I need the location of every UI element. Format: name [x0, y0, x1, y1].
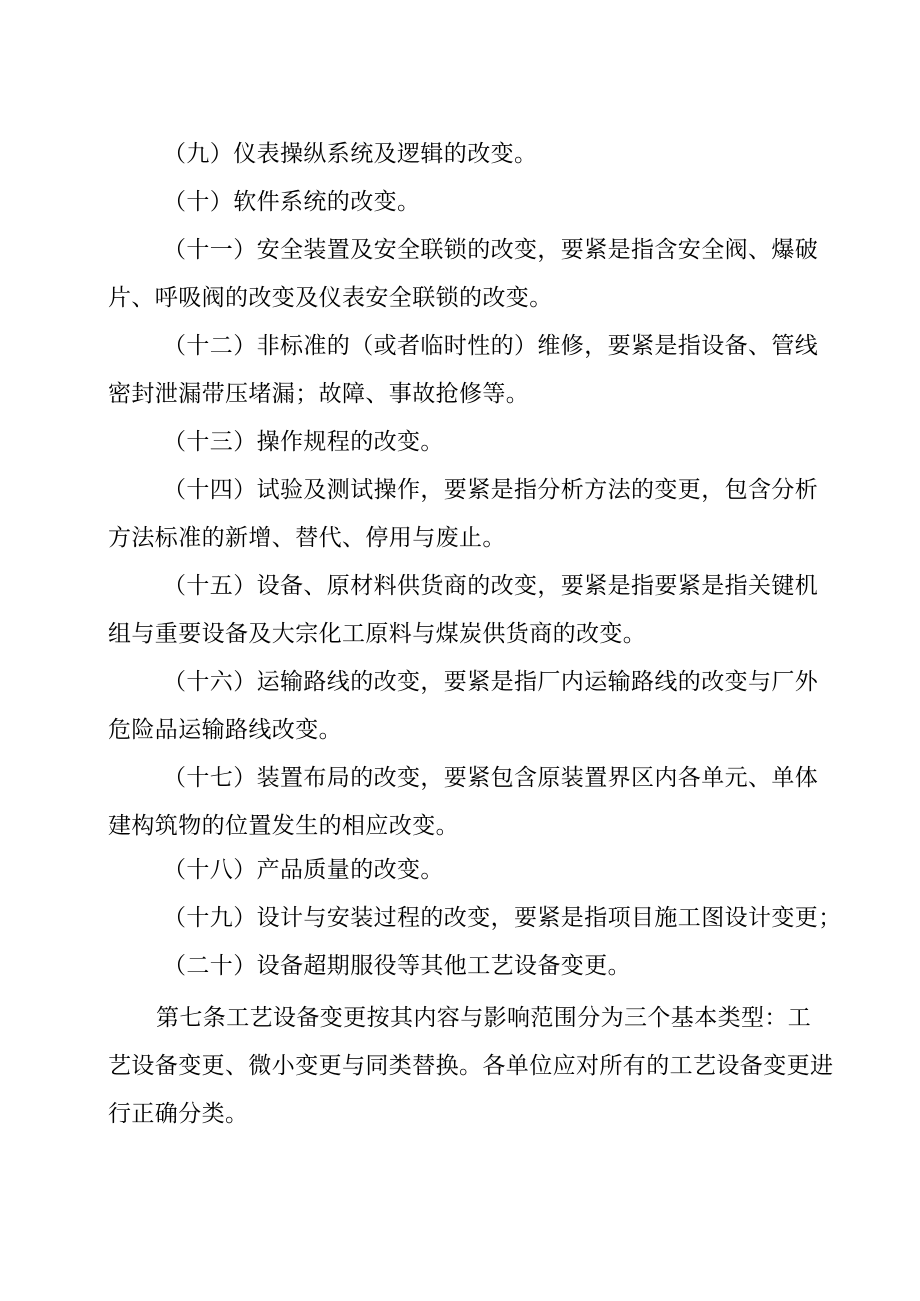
paragraph-line: （十六）运输路线的改变，要紧是指厂内运输路线的改变与厂外	[163, 669, 819, 695]
paragraph-line: 危险品运输路线改变。	[108, 717, 342, 743]
paragraph-line: 行正确分类。	[108, 1101, 249, 1127]
paragraph-line: 艺设备变更、微小变更与同类替换。各单位应对所有的工艺设备变更进	[108, 1053, 834, 1079]
paragraph-line: （十）软件系统的改变。	[163, 189, 421, 215]
paragraph-line: （十三）操作规程的改变。	[163, 429, 444, 455]
paragraph-line: （十八）产品质量的改变。	[163, 857, 444, 883]
paragraph-line: 组与重要设备及大宗化工原料与煤炭供货商的改变。	[108, 621, 647, 647]
paragraph-line: （十九）设计与安装过程的改变，要紧是指项目施工图设计变更；	[163, 905, 842, 931]
paragraph-line: （二十）设备超期服役等其他工艺设备变更。	[163, 953, 631, 979]
paragraph-line: 方法标准的新增、替代、停用与废止。	[108, 525, 506, 551]
paragraph-line: （九）仪表操纵系统及逻辑的改变。	[163, 141, 538, 167]
paragraph-line: 密封泄漏带压堵漏；故障、事故抢修等。	[108, 381, 530, 407]
paragraph-line: （十五）设备、原材料供货商的改变，要紧是指要紧是指关键机	[163, 573, 819, 599]
paragraph-line: （十二）非标准的（或者临时性的）维修，要紧是指设备、管线	[163, 333, 819, 359]
paragraph-line: （十四）试验及测试操作，要紧是指分析方法的变更，包含分析	[163, 477, 819, 503]
paragraph-line: 建构筑物的位置发生的相应改变。	[108, 813, 459, 839]
paragraph-line: （十七）装置布局的改变，要紧包含原装置界区内各单元、单体	[163, 765, 819, 791]
paragraph-line: （十一）安全装置及安全联锁的改变，要紧是指含安全阀、爆破	[163, 237, 819, 263]
paragraph-line: 片、呼吸阀的改变及仪表安全联锁的改变。	[108, 285, 553, 311]
paragraph-line: 第七条工艺设备变更按其内容与影响范围分为三个基本类型：工	[156, 1005, 812, 1031]
